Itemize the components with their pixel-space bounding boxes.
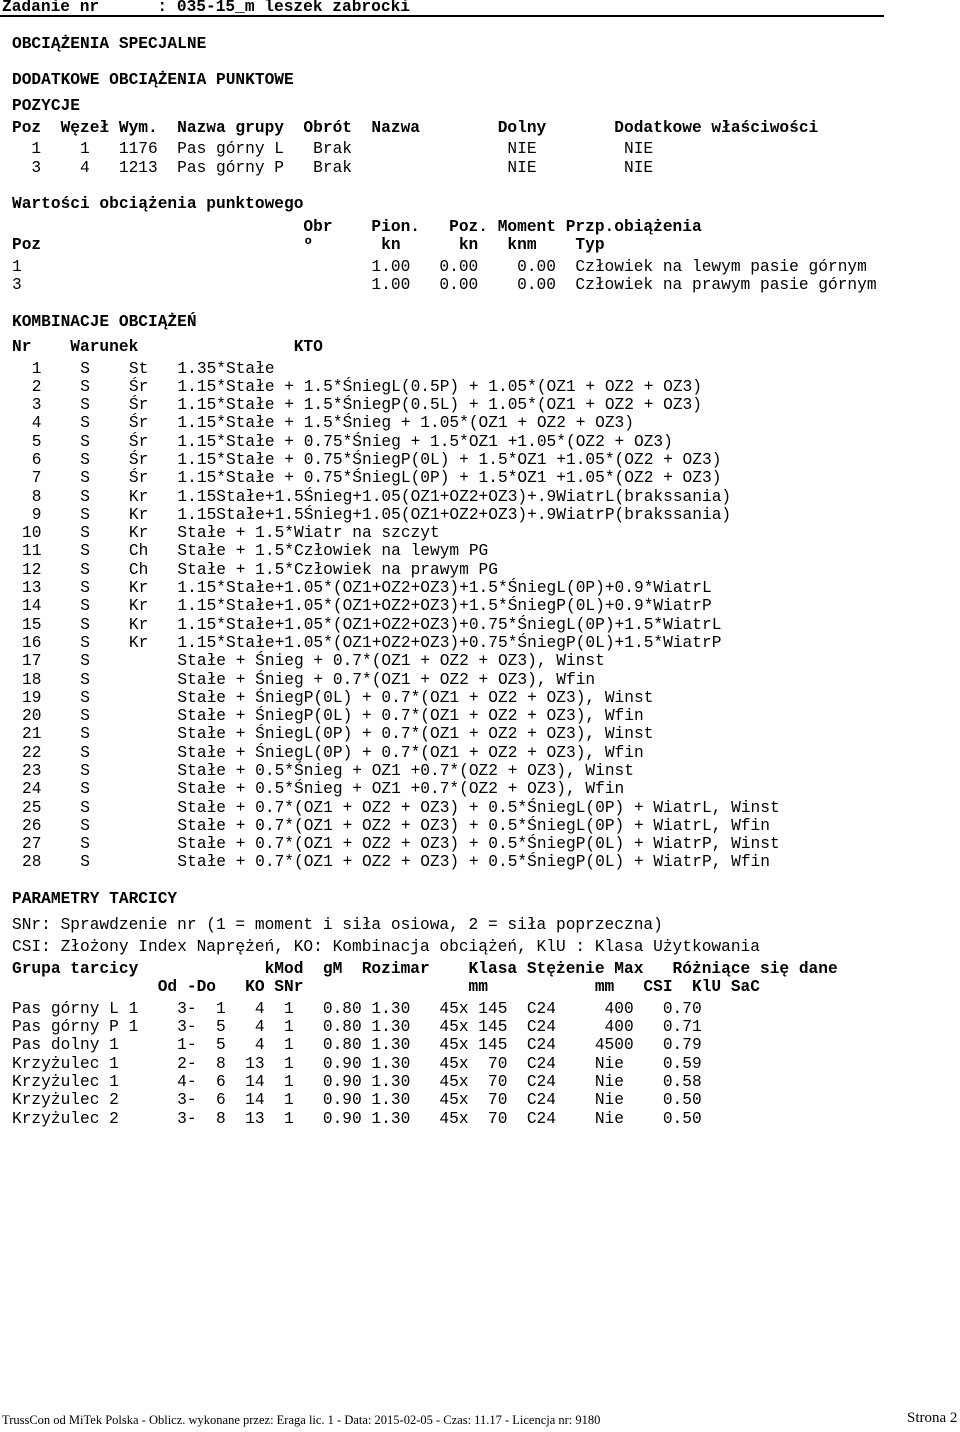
header-rule: [0, 15, 884, 17]
timber-row: Krzyżulec 2 3- 8 13 1 0.90 1.30 45x 70 C24 Nie 0.50: [12, 1110, 702, 1128]
combination-row: 26 S Stałe + 0.7*(OZ1 + OZ2 + OZ3) + 0.5*ŚniegL(0P) + WiatrL, Wfin: [22, 817, 770, 835]
csi-note: CSI: Złożony Index Naprężeń, KO: Kombinacja obciążeń, KlU : Klasa Użytkowania: [12, 938, 760, 956]
combination-row: 5 S Śr 1.15*Stałe + 0.75*Śnieg + 1.5*OZ1 +1.05*(OZ2 + OZ3): [22, 433, 673, 451]
combination-row: 16 S Kr 1.15*Stałe+1.05*(OZ1+OZ2+OZ3)+0.75*ŚniegP(0L)+1.5*WiatrP: [22, 634, 722, 652]
combination-row: 17 S Stałe + Śnieg + 0.7*(OZ1 + OZ2 + OZ3), Winst: [22, 652, 605, 670]
combination-row: 4 S Śr 1.15*Stałe + 1.5*Śnieg + 1.05*(OZ1 + OZ2 + OZ3): [22, 414, 634, 432]
combination-row: 1 S St 1.35*Stałe: [22, 360, 275, 378]
combination-row: 28 S Stałe + 0.7*(OZ1 + OZ2 + OZ3) + 0.5*ŚniegP(0L) + WiatrP, Wfin: [22, 853, 770, 871]
combination-row: 27 S Stałe + 0.7*(OZ1 + OZ2 + OZ3) + 0.5*ŚniegP(0L) + WiatrP, Winst: [22, 835, 780, 853]
point-loads-subtitle: DODATKOWE OBCIĄŻENIA PUNKTOWE: [12, 71, 294, 89]
combination-row: 23 S Stałe + 0.5*Śnieg + OZ1 +0.7*(OZ2 + OZ3), Winst: [22, 762, 634, 780]
timber-row: Pas górny P 1 3- 5 4 1 0.80 1.30 45x 145 C24 400 0.71: [12, 1018, 702, 1036]
combination-row: 14 S Kr 1.15*Stałe+1.05*(OZ1+OZ2+OZ3)+1.5*ŚniegP(0L)+0.9*WiatrP: [22, 597, 712, 615]
timber-table-header-2: Od -Do KO SNr mm mm CSI KlU SaC: [12, 978, 760, 996]
combination-row: 2 S Śr 1.15*Stałe + 1.5*ŚniegL(0.5P) + 1.05*(OZ1 + OZ2 + OZ3): [22, 378, 702, 396]
positions-row: 1 1 1176 Pas górny L Brak NIE NIE: [12, 140, 654, 158]
combination-row: 18 S Stałe + Śnieg + 0.7*(OZ1 + OZ2 + OZ3), Wfin: [22, 671, 596, 689]
positions-header: Poz Węzeł Wym. Nazwa grupy Obrót Nazwa Dolny Dodatkowe właściwości: [12, 119, 819, 137]
point-load-values-header-2: Poz º kn kn knm Typ: [12, 236, 605, 254]
timber-row: Krzyżulec 1 4- 6 14 1 0.90 1.30 45x 70 C24 Nie 0.58: [12, 1073, 702, 1091]
combination-row: 25 S Stałe + 0.7*(OZ1 + OZ2 + OZ3) + 0.5*ŚniegL(0P) + WiatrL, Winst: [22, 799, 780, 817]
combinations-title: KOMBINACJE OBCIĄŻEŃ: [12, 313, 197, 331]
combination-row: 8 S Kr 1.15Stałe+1.5Śnieg+1.05(OZ1+OZ2+OZ3)+.9WiatrL(brakssania): [22, 488, 732, 506]
timber-row: Pas górny L 1 3- 1 4 1 0.80 1.30 45x 145 C24 400 0.70: [12, 1000, 702, 1018]
combinations-header: Nr Warunek KTO: [12, 338, 323, 356]
point-load-values-row: 3 1.00 0.00 0.00 Człowiek na prawym pasie górnym: [12, 276, 877, 294]
timber-row: Krzyżulec 1 2- 8 13 1 0.90 1.30 45x 70 C24 Nie 0.59: [12, 1055, 702, 1073]
timber-row: Pas dolny 1 1- 5 4 1 0.80 1.30 45x 145 C24 4500 0.79: [12, 1036, 702, 1054]
combination-row: 7 S Śr 1.15*Stałe + 0.75*ŚniegL(0P) + 1.5*OZ1 +1.05*(OZ2 + OZ3): [22, 469, 722, 487]
positions-row: 3 4 1213 Pas górny P Brak NIE NIE: [12, 159, 654, 177]
combination-row: 21 S Stałe + ŚniegL(0P) + 0.7*(OZ1 + OZ2 + OZ3), Winst: [22, 725, 654, 743]
page-header-title: Zadanie nr : 035-15_m leszek zabrocki: [2, 0, 410, 16]
point-load-values-row: 1 1.00 0.00 0.00 Człowiek na lewym pasie górnym: [12, 258, 867, 276]
snr-note: SNr: Sprawdzenie nr (1 = moment i siła osiowa, 2 = siła poprzeczna): [12, 916, 663, 934]
timber-row: Krzyżulec 2 3- 6 14 1 0.90 1.30 45x 70 C24 Nie 0.50: [12, 1091, 702, 1109]
combination-row: 10 S Kr Stałe + 1.5*Wiatr na szczyt: [22, 524, 440, 542]
combination-row: 9 S Kr 1.15Stałe+1.5Śnieg+1.05(OZ1+OZ2+OZ3)+.9WiatrP(brakssania): [22, 506, 732, 524]
special-loads-title: OBCIĄŻENIA SPECJALNE: [12, 35, 207, 53]
positions-title: POZYCJE: [12, 97, 80, 115]
combination-row: 3 S Śr 1.15*Stałe + 1.5*ŚniegP(0.5L) + 1.05*(OZ1 + OZ2 + OZ3): [22, 396, 702, 414]
combination-row: 19 S Stałe + ŚniegP(0L) + 0.7*(OZ1 + OZ2 + OZ3), Winst: [22, 689, 654, 707]
combination-row: 6 S Śr 1.15*Stałe + 0.75*ŚniegP(0L) + 1.5*OZ1 +1.05*(OZ2 + OZ3): [22, 451, 722, 469]
point-load-values-title: Wartości obciążenia punktowego: [12, 195, 304, 213]
combination-row: 24 S Stałe + 0.5*Śnieg + OZ1 +0.7*(OZ2 + OZ3), Wfin: [22, 780, 625, 798]
combination-row: 22 S Stałe + ŚniegL(0P) + 0.7*(OZ1 + OZ2 + OZ3), Wfin: [22, 744, 644, 762]
combination-row: 15 S Kr 1.15*Stałe+1.05*(OZ1+OZ2+OZ3)+0.75*ŚniegL(0P)+1.5*WiatrL: [22, 616, 722, 634]
page-number: Strona 2: [907, 1410, 958, 1426]
point-load-values-header-1: Obr Pion. Poz. Moment Przp.obiążenia: [12, 218, 702, 236]
combination-row: 12 S Ch Stałe + 1.5*Człowiek na prawym PG: [22, 561, 498, 579]
combination-row: 11 S Ch Stałe + 1.5*Człowiek na lewym PG: [22, 542, 489, 560]
footer-text: TrussCon od MiTek Polska - Oblicz. wykonane przez: Eraga lic. 1 - Data: 2015-02-05 - Czas: 11.17 - Licencja nr: 9180: [2, 1413, 601, 1427]
timber-table-header-1: Grupa tarcicy kMod gM Rozimar Klasa Stężenie Max Różniące się dane: [12, 960, 838, 978]
combination-row: 13 S Kr 1.15*Stałe+1.05*(OZ1+OZ2+OZ3)+1.5*ŚniegL(0P)+0.9*WiatrL: [22, 579, 712, 597]
combination-row: 20 S Stałe + ŚniegP(0L) + 0.7*(OZ1 + OZ2 + OZ3), Wfin: [22, 707, 644, 725]
timber-parameters-title: PARAMETRY TARCICY: [12, 890, 178, 908]
